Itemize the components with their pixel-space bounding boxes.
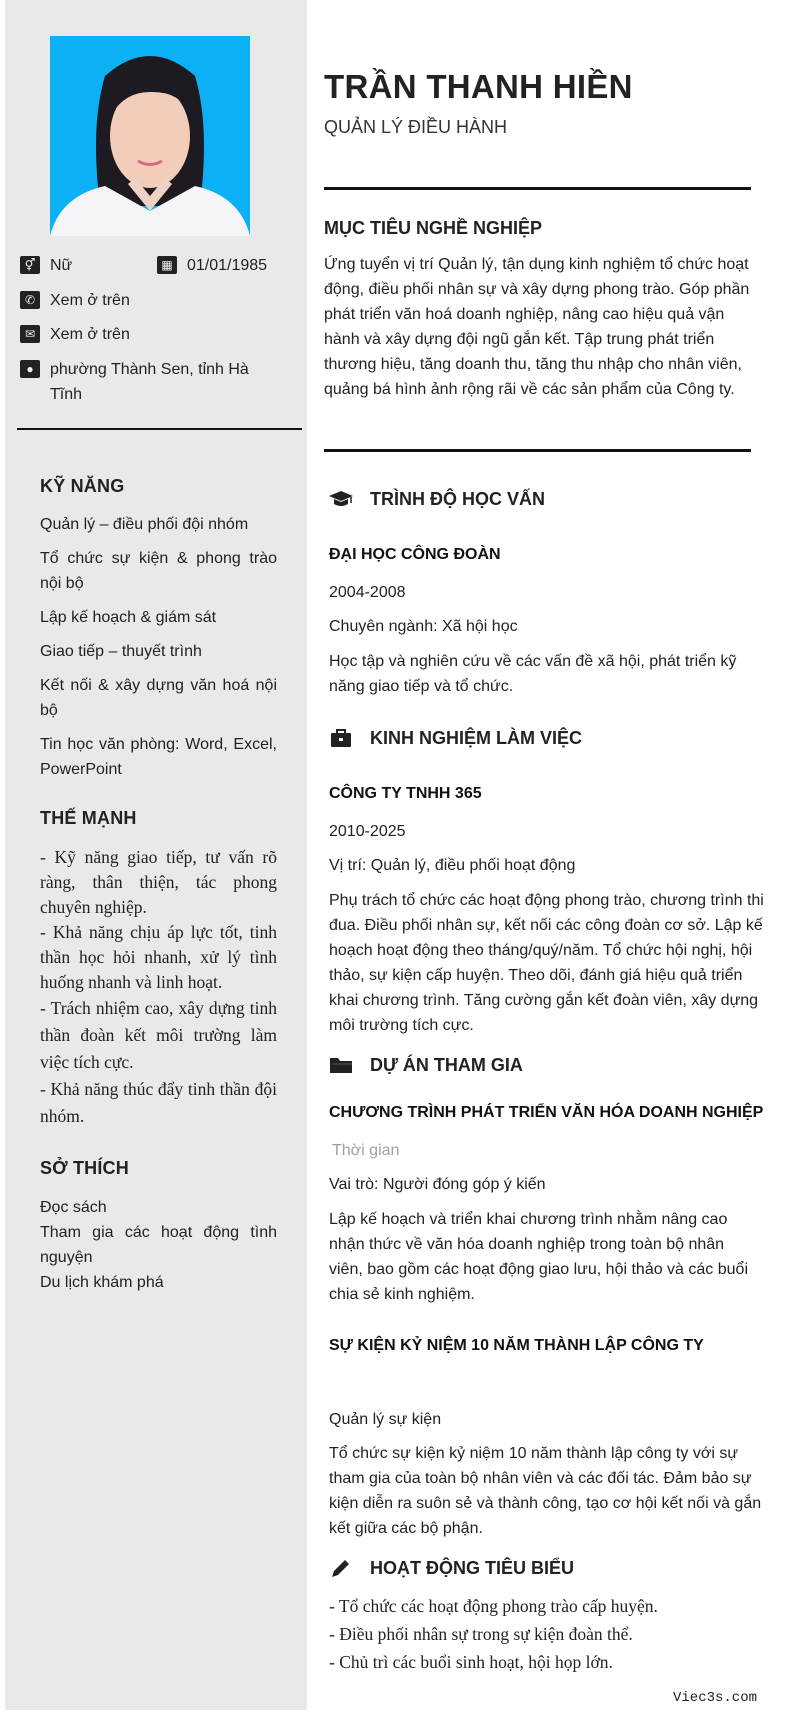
candidate-role: QUẢN LÝ ĐIỀU HÀNH <box>324 117 508 137</box>
skill-item: Tổ chức sự kiện & phong trào nội bộ <box>40 550 277 592</box>
skills-title: KỸ NĂNG <box>40 476 125 496</box>
activities-header <box>328 1556 574 1580</box>
project-role: Quản lý sự kiện <box>329 1411 442 1428</box>
experience-company: CÔNG TY TNHH 365 <box>329 785 482 802</box>
experience-position: Vị trí: Quản lý, điều phối hoạt động <box>329 857 576 874</box>
hobby-item: Du lịch khám phá <box>40 1274 164 1291</box>
location-pin-icon: ● <box>20 360 40 378</box>
folder-icon <box>328 1053 358 1077</box>
objective-divider <box>324 449 751 452</box>
gender-icon: ⚥ <box>20 256 40 274</box>
email-icon: ✉ <box>20 325 40 343</box>
hobbies-title: SỞ THÍCH <box>40 1158 129 1178</box>
skill-item: Giao tiếp – thuyết trình <box>40 643 202 660</box>
skill-item: Kết nối & xây dựng văn hoá nội bộ <box>40 677 277 719</box>
activities-title: HOẠT ĐỘNG TIÊU BIỂU <box>370 1557 575 1578</box>
activity-item: - Điều phối nhân sự trong sự kiện đoàn thể. <box>329 1624 633 1644</box>
hobby-item: Tham gia các hoạt động tình nguyện <box>40 1224 277 1266</box>
hobbies-section <box>40 1158 277 1295</box>
experience-description: Phụ trách tổ chức các hoạt động phong trào, chương trình thi đua. Điều phối nhân sự, kết nối các công đoàn cơ sở. Lập kế hoạch hoạt động theo tháng/quý/năm. Tổ chức hội nghị, hội thảo, sự kiện cấp huyện. Theo dõi, đánh giá hiệu quả triển khai chương trình. Tăng cường gắn kết đoàn viên, xây dựng môi trường tích cực. <box>329 892 764 1034</box>
calendar-icon: ▦ <box>157 256 177 274</box>
project-time: Thời gian <box>332 1142 400 1159</box>
strengths-title: THẾ MẠNH <box>40 808 137 828</box>
email-value[interactable]: Xem ở trên <box>50 326 130 343</box>
activity-item: - Chủ trì các buổi sinh hoạt, hội họp lớn. <box>329 1652 613 1672</box>
activity-item: - Tổ chức các hoạt động phong trào cấp huyện. <box>329 1596 658 1616</box>
contact-gender <box>20 253 72 278</box>
profile-photo <box>50 36 250 236</box>
strength-item: - Khả năng chịu áp lực tốt, tinh thần học hỏi nhanh, xử lý tình huống nhanh và linh hoạt. <box>40 922 277 992</box>
experience-header <box>328 726 582 750</box>
skill-item: Quản lý – điều phối đội nhóm <box>40 516 249 533</box>
candidate-name: TRẦN THANH HIỀN <box>324 68 633 105</box>
objective-title: MỤC TIÊU NGHỀ NGHIỆP <box>324 218 543 238</box>
education-description: Học tập và nghiên cứu về các vấn đề xã hội, phát triển kỹ năng giao tiếp và tổ chức. <box>329 653 737 695</box>
contact-email <box>20 322 130 347</box>
graduation-cap-icon <box>328 487 358 511</box>
gender-value: Nữ <box>50 257 73 274</box>
education-period: 2004-2008 <box>329 584 406 601</box>
sidebar-divider <box>17 428 302 430</box>
education-major: Chuyên ngành: Xã hội học <box>329 618 518 635</box>
birthday-value: 01/01/1985 <box>187 257 268 274</box>
project-description: Lập kế hoạch và triển khai chương trình nhằm nâng cao nhận thức về văn hóa doanh nghiệp trong toàn bộ nhân viên, bao gồm các hoạt động giao lưu, hội thảo và các buổi chia sẻ kinh nghiệm. <box>329 1211 748 1303</box>
phone-value[interactable]: Xem ở trên <box>50 292 130 309</box>
portrait-image <box>50 36 250 236</box>
skills-section <box>40 476 277 782</box>
project-description: Tổ chức sự kiện kỷ niệm 10 năm thành lập công ty với sự tham gia của toàn bộ nhân viên và các đối tác. Đảm bảo sự kiện diễn ra suôn sẻ và thành công, tạo cơ hội kết nối và gắn kết giữa các bộ phận. <box>329 1445 762 1537</box>
strengths-section <box>40 808 277 1130</box>
watermark: Viec3s.com <box>673 1690 758 1706</box>
education-title: TRÌNH ĐỘ HỌC VẤN <box>370 488 545 509</box>
pencil-icon <box>328 1556 358 1580</box>
strength-item: - Trách nhiệm cao, xây dựng tinh thần đoàn kết môi trường làm việc tích cực. <box>40 998 277 1072</box>
experience-title: KINH NGHIỆM LÀM VIỆC <box>370 727 583 748</box>
project-name: CHƯƠNG TRÌNH PHÁT TRIỂN VĂN HÓA DOANH NGHIỆP <box>329 1104 764 1121</box>
skill-item: Tin học văn phòng: Word, Excel, PowerPoint <box>40 736 277 778</box>
education-school: ĐẠI HỌC CÔNG ĐOÀN <box>329 546 501 563</box>
strength-item: - Khả năng thúc đẩy tinh thần đội nhóm. <box>40 1079 277 1126</box>
projects-header <box>328 1053 523 1077</box>
activities-list <box>329 1592 658 1676</box>
strength-item: - Kỹ năng giao tiếp, tư vấn rõ ràng, thân thiện, tác phong chuyên nghiệp. <box>40 847 277 917</box>
education-header <box>328 487 545 511</box>
briefcase-icon <box>328 726 358 750</box>
contact-birthday <box>157 253 267 278</box>
contact-phone <box>20 288 130 313</box>
contact-address <box>20 357 280 407</box>
phone-icon: ✆ <box>20 291 40 309</box>
projects-title: DỰ ÁN THAM GIA <box>370 1054 523 1075</box>
project-name: SỰ KIỆN KỶ NIỆM 10 NĂM THÀNH LẬP CÔNG TY <box>329 1337 704 1354</box>
hobby-item: Đọc sách <box>40 1199 107 1216</box>
header-divider <box>324 187 751 190</box>
address-value: phường Thành Sen, tỉnh Hà Tĩnh <box>50 361 249 403</box>
skill-item: Lập kế hoạch & giám sát <box>40 609 217 626</box>
experience-period: 2010-2025 <box>329 823 406 840</box>
objective-text: Ứng tuyển vị trí Quản lý, tận dụng kinh nghiệm tổ chức hoạt động, điều phối nhân sự và xây dựng phong trào. Góp phần phát triển văn hoá doanh nghiệp, nâng cao hiệu quả vận hành và xây dựng đội ngũ gắn kết. Tập trung phát triển thương hiệu, tăng doanh thu, tăng thu nhập cho nhân viên, quảng bá hình ảnh rộng rãi về các sản phẩm của Công ty. <box>324 256 750 398</box>
project-role: Vai trò: Người đóng góp ý kiến <box>329 1176 546 1193</box>
